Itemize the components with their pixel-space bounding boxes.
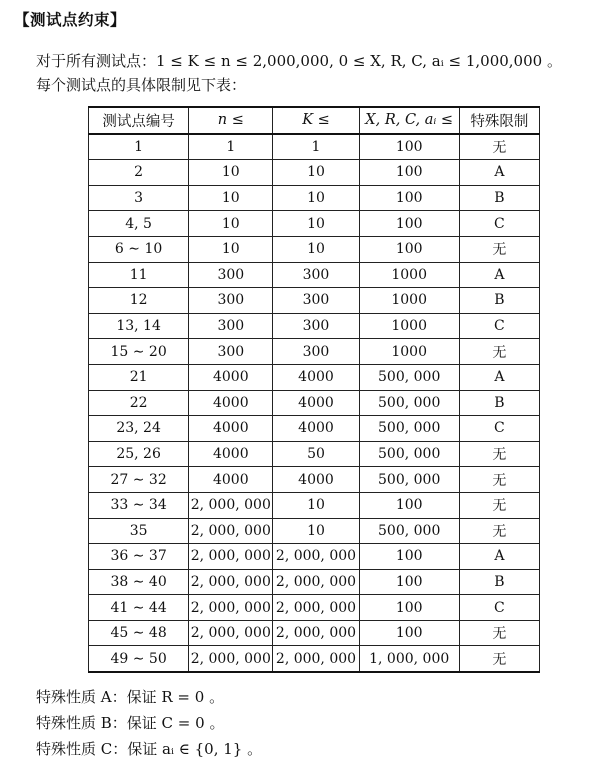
- table-row: [89, 569, 540, 595]
- cell-k-limit: 10: [273, 160, 359, 186]
- cell-value-limit: 100: [359, 134, 459, 160]
- cell-value-limit: 500, 000: [359, 441, 459, 467]
- cell-special-limit: C: [459, 313, 539, 339]
- cell-n-limit: 4000: [189, 364, 273, 390]
- cell-special-limit: 无: [459, 441, 539, 467]
- cell-k-limit: 300: [273, 262, 359, 288]
- cell-n-limit: 10: [189, 185, 273, 211]
- cell-value-limit: 500, 000: [359, 364, 459, 390]
- cell-k-limit: 2, 000, 000: [273, 620, 359, 646]
- cell-n-limit: 2, 000, 000: [189, 492, 273, 518]
- cell-special-limit: A: [459, 544, 539, 570]
- cell-special-limit: B: [459, 288, 539, 314]
- table-row: [89, 236, 540, 262]
- cell-special-limit: 无: [459, 467, 539, 493]
- table-row: [89, 544, 540, 570]
- cell-testcase-id: 4, 5: [89, 211, 189, 237]
- cell-value-limit: 1000: [359, 339, 459, 365]
- cell-special-limit: B: [459, 390, 539, 416]
- cell-n-limit: 2, 000, 000: [189, 544, 273, 570]
- cell-value-limit: 100: [359, 211, 459, 237]
- table-row: [89, 416, 540, 442]
- table-row: [89, 518, 540, 544]
- cell-testcase-id: 35: [89, 518, 189, 544]
- cell-special-limit: 无: [459, 646, 539, 672]
- cell-k-limit: 10: [273, 492, 359, 518]
- cell-n-limit: 2, 000, 000: [189, 595, 273, 621]
- note-property-b: 特殊性质 B：保证 C = 0 。: [36, 714, 225, 732]
- cell-value-limit: 1000: [359, 262, 459, 288]
- table-row: [89, 313, 540, 339]
- cell-value-limit: 100: [359, 620, 459, 646]
- cell-k-limit: 1: [273, 134, 359, 160]
- cell-value-limit: 100: [359, 492, 459, 518]
- note-property-c: 特殊性质 C：保证 aᵢ ∈ {0, 1} 。: [36, 740, 263, 758]
- table-row: [89, 288, 540, 314]
- cell-k-limit: 4000: [273, 390, 359, 416]
- cell-testcase-id: 22: [89, 390, 189, 416]
- table-row: [89, 211, 540, 237]
- table-row: [89, 620, 540, 646]
- cell-testcase-id: 33 ∼ 34: [89, 492, 189, 518]
- cell-testcase-id: 13, 14: [89, 313, 189, 339]
- table-row: [89, 364, 540, 390]
- cell-value-limit: 1000: [359, 313, 459, 339]
- cell-testcase-id: 25, 26: [89, 441, 189, 467]
- cell-k-limit: 2, 000, 000: [273, 544, 359, 570]
- cell-k-limit: 300: [273, 288, 359, 314]
- cell-n-limit: 2, 000, 000: [189, 569, 273, 595]
- cell-k-limit: 300: [273, 339, 359, 365]
- header-testcase-id: 测试点编号: [89, 107, 189, 134]
- cell-n-limit: 4000: [189, 441, 273, 467]
- cell-testcase-id: 23, 24: [89, 416, 189, 442]
- cell-testcase-id: 21: [89, 364, 189, 390]
- cell-special-limit: 无: [459, 518, 539, 544]
- cell-special-limit: 无: [459, 620, 539, 646]
- intro-line: 每个测试点的具体限制见下表：: [36, 76, 247, 94]
- table-header-row: [89, 107, 540, 134]
- cell-testcase-id: 11: [89, 262, 189, 288]
- cell-value-limit: 100: [359, 569, 459, 595]
- cell-k-limit: 4000: [273, 467, 359, 493]
- cell-special-limit: B: [459, 569, 539, 595]
- table-row: [89, 595, 540, 621]
- cell-special-limit: 无: [459, 492, 539, 518]
- cell-n-limit: 4000: [189, 416, 273, 442]
- cell-value-limit: 100: [359, 595, 459, 621]
- cell-testcase-id: 36 ∼ 37: [89, 544, 189, 570]
- cell-n-limit: 300: [189, 339, 273, 365]
- cell-k-limit: 10: [273, 236, 359, 262]
- cell-testcase-id: 45 ∼ 48: [89, 620, 189, 646]
- cell-special-limit: C: [459, 416, 539, 442]
- cell-k-limit: 10: [273, 518, 359, 544]
- cell-special-limit: A: [459, 262, 539, 288]
- cell-n-limit: 10: [189, 160, 273, 186]
- cell-value-limit: 500, 000: [359, 518, 459, 544]
- cell-value-limit: 500, 000: [359, 467, 459, 493]
- cell-k-limit: 300: [273, 313, 359, 339]
- table-row: [89, 441, 540, 467]
- cell-special-limit: 无: [459, 339, 539, 365]
- cell-n-limit: 4000: [189, 467, 273, 493]
- cell-special-limit: C: [459, 595, 539, 621]
- table-body: [89, 134, 540, 672]
- table-row: [89, 492, 540, 518]
- cell-special-limit: B: [459, 185, 539, 211]
- cell-k-limit: 4000: [273, 416, 359, 442]
- cell-k-limit: 50: [273, 441, 359, 467]
- table-row: [89, 390, 540, 416]
- cell-special-limit: A: [459, 160, 539, 186]
- cell-testcase-id: 49 ∼ 50: [89, 646, 189, 672]
- limits-table: [88, 106, 540, 673]
- cell-value-limit: 100: [359, 185, 459, 211]
- cell-k-limit: 2, 000, 000: [273, 569, 359, 595]
- cell-k-limit: 2, 000, 000: [273, 646, 359, 672]
- note-property-a: 特殊性质 A：保证 R = 0 。: [36, 688, 225, 706]
- cell-special-limit: 无: [459, 236, 539, 262]
- cell-n-limit: 2, 000, 000: [189, 620, 273, 646]
- cell-n-limit: 300: [189, 262, 273, 288]
- cell-value-limit: 100: [359, 236, 459, 262]
- header-k-limit: K ≤: [273, 107, 359, 134]
- cell-testcase-id: 12: [89, 288, 189, 314]
- cell-testcase-id: 2: [89, 160, 189, 186]
- table-row: [89, 262, 540, 288]
- cell-n-limit: 2, 000, 000: [189, 646, 273, 672]
- cell-value-limit: 1, 000, 000: [359, 646, 459, 672]
- cell-n-limit: 10: [189, 236, 273, 262]
- cell-k-limit: 2, 000, 000: [273, 595, 359, 621]
- cell-testcase-id: 1: [89, 134, 189, 160]
- table-row: [89, 185, 540, 211]
- cell-k-limit: 10: [273, 185, 359, 211]
- table-row: [89, 160, 540, 186]
- cell-special-limit: C: [459, 211, 539, 237]
- cell-value-limit: 500, 000: [359, 416, 459, 442]
- cell-k-limit: 4000: [273, 364, 359, 390]
- table-row: [89, 646, 540, 672]
- table-row: [89, 467, 540, 493]
- cell-value-limit: 500, 000: [359, 390, 459, 416]
- table-row: [89, 339, 540, 365]
- cell-testcase-id: 41 ∼ 44: [89, 595, 189, 621]
- cell-testcase-id: 15 ∼ 20: [89, 339, 189, 365]
- section-title: 【测试点约束】: [14, 11, 127, 29]
- cell-value-limit: 1000: [359, 288, 459, 314]
- cell-n-limit: 10: [189, 211, 273, 237]
- header-n-limit: n ≤: [189, 107, 273, 134]
- cell-k-limit: 10: [273, 211, 359, 237]
- cell-special-limit: A: [459, 364, 539, 390]
- cell-testcase-id: 3: [89, 185, 189, 211]
- cell-value-limit: 100: [359, 544, 459, 570]
- cell-n-limit: 1: [189, 134, 273, 160]
- cell-n-limit: 4000: [189, 390, 273, 416]
- cell-n-limit: 300: [189, 313, 273, 339]
- cell-value-limit: 100: [359, 160, 459, 186]
- table-row: [89, 134, 540, 160]
- header-value-limit: X, R, C, aᵢ ≤: [359, 107, 459, 134]
- cell-testcase-id: 6 ∼ 10: [89, 236, 189, 262]
- cell-testcase-id: 27 ∼ 32: [89, 467, 189, 493]
- cell-n-limit: 300: [189, 288, 273, 314]
- cell-n-limit: 2, 000, 000: [189, 518, 273, 544]
- header-special-limit: 特殊限制: [459, 107, 539, 134]
- constraint-line: 对于所有测试点：1 ≤ K ≤ n ≤ 2,000,000, 0 ≤ X, R, C, aᵢ ≤ 1,000,000 。: [36, 52, 562, 70]
- cell-testcase-id: 38 ∼ 40: [89, 569, 189, 595]
- cell-special-limit: 无: [459, 134, 539, 160]
